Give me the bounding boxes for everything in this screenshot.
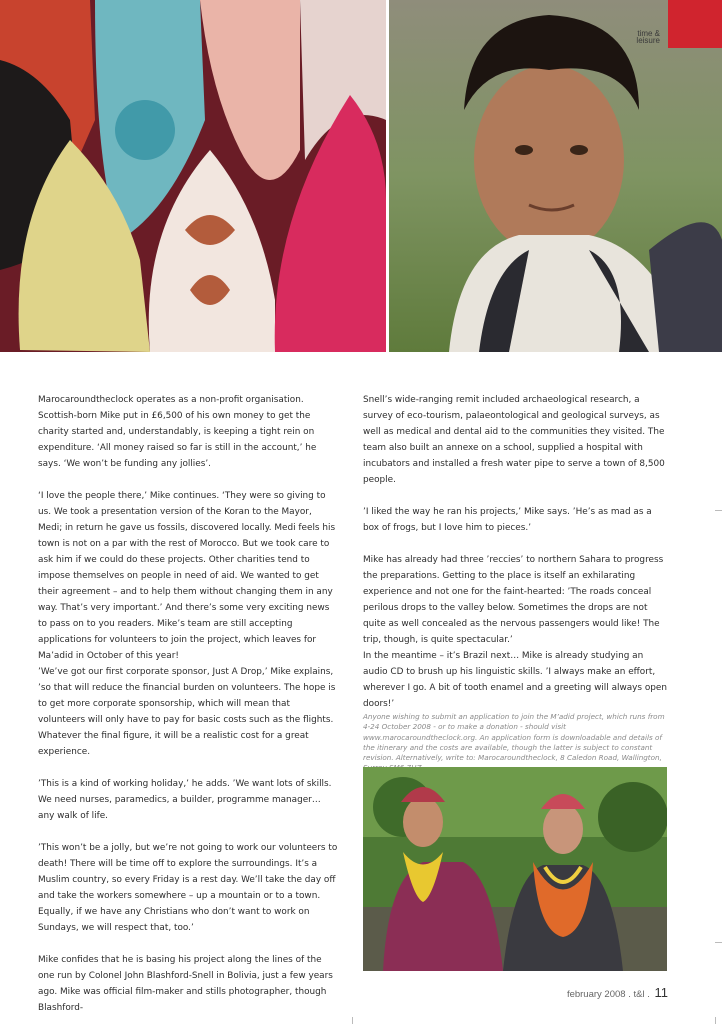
section-header <box>620 0 722 48</box>
section-label: time & leisure <box>636 29 660 45</box>
slippers-photo <box>0 0 386 352</box>
crop-mark <box>715 1017 716 1024</box>
crop-mark <box>715 510 722 511</box>
article-paragraph: Marocaroundtheclock operates as a non-profit organisation. Scottish-born Mike put in £6,500 of his own money to get the charity started and, understandably, is keeping a tight rein on expenditure. ‘All money raised so far is still in the account,’ he says. ‘We won’t be funding any jollies’. <box>38 395 317 469</box>
women-photo <box>363 767 667 971</box>
page-number: 11 <box>654 985 668 1000</box>
article-left-column <box>38 392 338 1032</box>
page-footer <box>567 985 668 1000</box>
article-paragraph: Mike has already had three ’reccies’ to northern Sahara to progress the preparations. Getting to the place is itself an exhilarating experience and not one for the faint-hearted: ’The roads conceal perilous drops to the valley below. Sometimes the drops are not quite as well concealed as the nervous passengers would like! The trip, though, is quite spectacular.’ <box>363 555 664 645</box>
portrait-photo <box>389 0 722 352</box>
crop-mark <box>715 942 722 943</box>
article-paragraph: Mike confides that he is basing his project along the lines of the one run by Colonel John Blashford-Snell in Bolivia, just a few years ago. Mike was official film-maker and stills photographer, though Blashford- <box>38 955 333 1013</box>
article-paragraph: ‘I love the people there,’ Mike continues. ‘They were so giving to us. We took a presentation version of the Koran to the Mayor, Medi; in return he gave us fossils, discovered locally. Medi feels his town is not on a par with the rest of Morocco. But we took care to ask him if we could do these projects. Other charities tend to impose themselves on people in need of aid. We wanted to get their agreement – and to help them without changing them in any way. That’s very important.’ And there’s some very exciting news to pass on to you readers. Mike’s team are still accepting applications for volunteers to join the project, which leaves for Ma’adid in October of this year! <box>38 491 336 661</box>
article-paragraph: ’This won’t be a jolly, but we’re not going to work our volunteers to death! There will be time off to explore the surroundings. It’s a Muslim country, so every Friday is a rest day. We’ll take the day off and take the workers somewhere – up a mountain or to a town. Equally, if we have any Christians who don’t want to work on Sundays, we will respect that, too.’ <box>38 843 338 933</box>
issue-label: february 2008 . t&l . <box>566 989 650 1000</box>
article-paragraph: ’I liked the way he ran his projects,’ Mike says. ’He’s as mad as a box of frogs, but I love him to pieces.’ <box>363 507 652 533</box>
crop-mark <box>352 1017 353 1024</box>
section-accent-block <box>668 0 722 48</box>
article-paragraph: Snell’s wide-ranging remit included archaeological research, a survey of eco-tourism, palaeontological and geological surveys, as well as medical and dental aid to the communities they visited. The team also built an annexe on a school, supplied a hospital with incubators and installed a fresh water pipe to serve a town of 8,500 people. <box>363 395 665 485</box>
contact-note: Anyone wishing to submit an application to join the M’adid project, which runs from 4-24 October 2008 - or to make a donation - should visit www.marocaroundtheclock.org. An application form is downloadable and details of the itinerary and the costs are available, though the latter is subject to constant revision. Alternatively, write to: Marocaroundtheclock, 8 Caledon Road, Wallington, <box>363 712 665 763</box>
article-paragraph: ’This is a kind of working holiday,’ he adds. ’We want lots of skills. We need nurses, paramedics, a builder, programme manager… any walk of life. <box>38 779 332 821</box>
article-paragraph: ’We’ve got our first corporate sponsor, Just A Drop,’ Mike explains, ’so that will reduce the financial burden on volunteers. The hope is to get more corporate sponsorship, which will mean that volunteers will only have to pay for basic costs such as the flights. Whatever the final figure, it will be a realistic cost for a great experience. <box>38 667 336 757</box>
article-right-column <box>363 392 667 790</box>
article-paragraph: In the meantime – it’s Brazil next… Mike is already studying an audio CD to brush up his linguistic skills. ’I always make an effort, wherever I go. A bit of tooth enamel and a greeting will always open doors!’ <box>363 651 668 709</box>
